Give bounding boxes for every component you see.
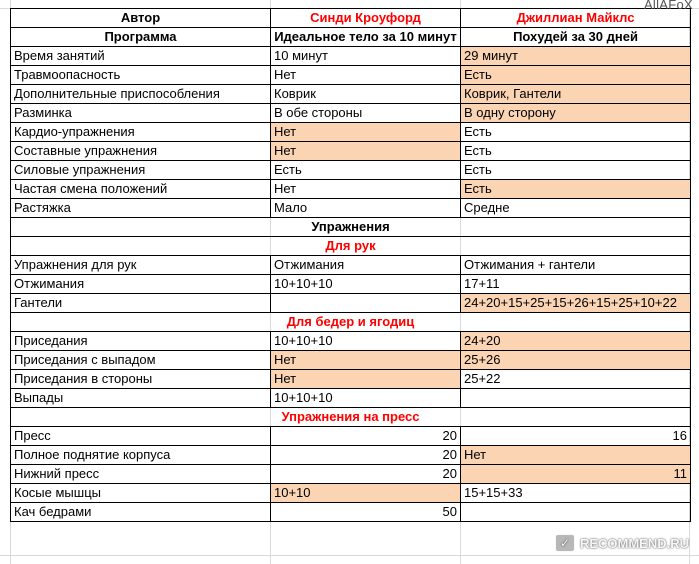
arms-title[interactable]: Для рук	[11, 237, 691, 256]
exercise-value-2[interactable]: 16	[461, 427, 691, 446]
param-label[interactable]: Время занятий	[11, 47, 271, 66]
comparison-table	[10, 8, 691, 522]
param-value-2[interactable]: 29 минут	[461, 47, 691, 66]
exercise-value-1[interactable]: 10+10+10	[271, 275, 461, 294]
exercise-row	[11, 370, 691, 389]
exercise-label[interactable]: Полное поднятие корпуса	[11, 446, 271, 465]
exercise-value-2[interactable]: Нет	[461, 446, 691, 465]
exercise-value-1[interactable]: Нет	[271, 370, 461, 389]
exercise-label[interactable]: Нижний пресс	[11, 465, 271, 484]
watermark-bottom	[555, 534, 689, 552]
watermark-text: RECOMMEND.RU	[579, 535, 689, 551]
watermark-top: AllAFoX	[643, 0, 693, 12]
exercise-row	[11, 256, 691, 275]
exercise-value-1[interactable]: 10+10	[271, 484, 461, 503]
param-row	[11, 104, 691, 123]
author-2[interactable]: Джиллиан Майклс	[461, 9, 691, 28]
param-value-2[interactable]: Есть	[461, 180, 691, 199]
exercise-label[interactable]: Пресс	[11, 427, 271, 446]
param-row	[11, 123, 691, 142]
exercise-row	[11, 465, 691, 484]
param-value-1[interactable]: Нет	[271, 180, 461, 199]
exercise-row	[11, 332, 691, 351]
param-row	[11, 180, 691, 199]
param-row	[11, 161, 691, 180]
exercise-row	[11, 351, 691, 370]
param-label[interactable]: Растяжка	[11, 199, 271, 218]
param-row	[11, 66, 691, 85]
param-value-1[interactable]: Нет	[271, 66, 461, 85]
param-value-2[interactable]: Есть	[461, 142, 691, 161]
param-value-1[interactable]: В обе стороны	[271, 104, 461, 123]
exercise-value-2[interactable]: 17+11	[461, 275, 691, 294]
abs-section-row	[11, 408, 691, 427]
exercise-row	[11, 294, 691, 313]
param-value-2[interactable]: Коврик, Гантели	[461, 85, 691, 104]
exercise-row	[11, 446, 691, 465]
exercise-value-1[interactable]: 50	[271, 503, 461, 522]
exercise-value-1[interactable]: Нет	[271, 351, 461, 370]
param-label[interactable]: Составные упражнения	[11, 142, 271, 161]
exercises-section-row	[11, 218, 691, 237]
recommend-logo-icon: ✓	[555, 534, 575, 552]
param-value-2[interactable]: Есть	[461, 123, 691, 142]
param-value-1[interactable]: Мало	[271, 199, 461, 218]
exercise-label[interactable]: Приседания с выпадом	[11, 351, 271, 370]
param-value-1[interactable]: Нет	[271, 123, 461, 142]
param-row	[11, 199, 691, 218]
param-value-1[interactable]: Есть	[271, 161, 461, 180]
exercise-value-1[interactable]: 10+10+10	[271, 389, 461, 408]
exercise-value-2[interactable]: 25+26	[461, 351, 691, 370]
exercise-value-1[interactable]: 20	[271, 446, 461, 465]
param-value-1[interactable]: 10 минут	[271, 47, 461, 66]
param-row	[11, 85, 691, 104]
exercise-value-2[interactable]: 24+20+15+25+15+26+15+25+10+22	[461, 294, 691, 313]
param-value-2[interactable]: В одну сторону	[461, 104, 691, 123]
program-2[interactable]: Похудей за 30 дней	[461, 28, 691, 47]
legs-section-row	[11, 313, 691, 332]
author-1[interactable]: Синди Кроуфорд	[271, 9, 461, 28]
exercise-value-2[interactable]	[461, 389, 691, 408]
legs-title[interactable]: Для бедер и ягодиц	[11, 313, 691, 332]
param-value-1[interactable]: Нет	[271, 142, 461, 161]
param-value-1[interactable]: Коврик	[271, 85, 461, 104]
param-label[interactable]: Дополнительные приспособления	[11, 85, 271, 104]
exercise-value-2[interactable]: Отжимания + гантели	[461, 256, 691, 275]
param-value-2[interactable]: Средне	[461, 199, 691, 218]
exercise-row	[11, 503, 691, 522]
exercise-row	[11, 275, 691, 294]
exercise-label[interactable]: Кач бедрами	[11, 503, 271, 522]
abs-title[interactable]: Упражнения на пресс	[11, 408, 691, 427]
program-1[interactable]: Идеальное тело за 10 минут	[271, 28, 461, 47]
exercise-value-2[interactable]: 24+20	[461, 332, 691, 351]
exercise-label[interactable]: Выпады	[11, 389, 271, 408]
exercise-value-1[interactable]: 20	[271, 465, 461, 484]
param-label[interactable]: Кардио-упражнения	[11, 123, 271, 142]
exercise-value-1[interactable]: Отжимания	[271, 256, 461, 275]
header-program-row	[11, 28, 691, 47]
exercise-value-1[interactable]: 20	[271, 427, 461, 446]
exercise-value-1[interactable]	[271, 294, 461, 313]
param-row	[11, 142, 691, 161]
param-value-2[interactable]: Есть	[461, 161, 691, 180]
exercise-value-2[interactable]	[461, 503, 691, 522]
exercise-row	[11, 427, 691, 446]
exercise-value-1[interactable]: 10+10+10	[271, 332, 461, 351]
exercise-value-2[interactable]: 11	[461, 465, 691, 484]
param-value-2[interactable]: Есть	[461, 66, 691, 85]
param-label[interactable]: Травмоопасность	[11, 66, 271, 85]
exercise-row	[11, 389, 691, 408]
exercises-title[interactable]: Упражнения	[11, 218, 691, 237]
exercise-label[interactable]: Приседания в стороны	[11, 370, 271, 389]
exercise-label[interactable]: Упражнения для рук	[11, 256, 271, 275]
exercise-label[interactable]: Отжимания	[11, 275, 271, 294]
exercise-row	[11, 484, 691, 503]
arms-section-row	[11, 237, 691, 256]
param-label[interactable]: Частая смена положений	[11, 180, 271, 199]
param-row	[11, 47, 691, 66]
exercise-label[interactable]: Приседания	[11, 332, 271, 351]
exercise-label[interactable]: Гантели	[11, 294, 271, 313]
exercise-value-2[interactable]: 25+22	[461, 370, 691, 389]
param-label[interactable]: Разминка	[11, 104, 271, 123]
param-label[interactable]: Силовые упражнения	[11, 161, 271, 180]
exercise-label[interactable]: Косые мышцы	[11, 484, 271, 503]
exercise-value-2[interactable]: 15+15+33	[461, 484, 691, 503]
header-author-row	[11, 9, 691, 28]
author-label[interactable]: Автор	[11, 9, 271, 28]
program-label[interactable]: Программа	[11, 28, 271, 47]
